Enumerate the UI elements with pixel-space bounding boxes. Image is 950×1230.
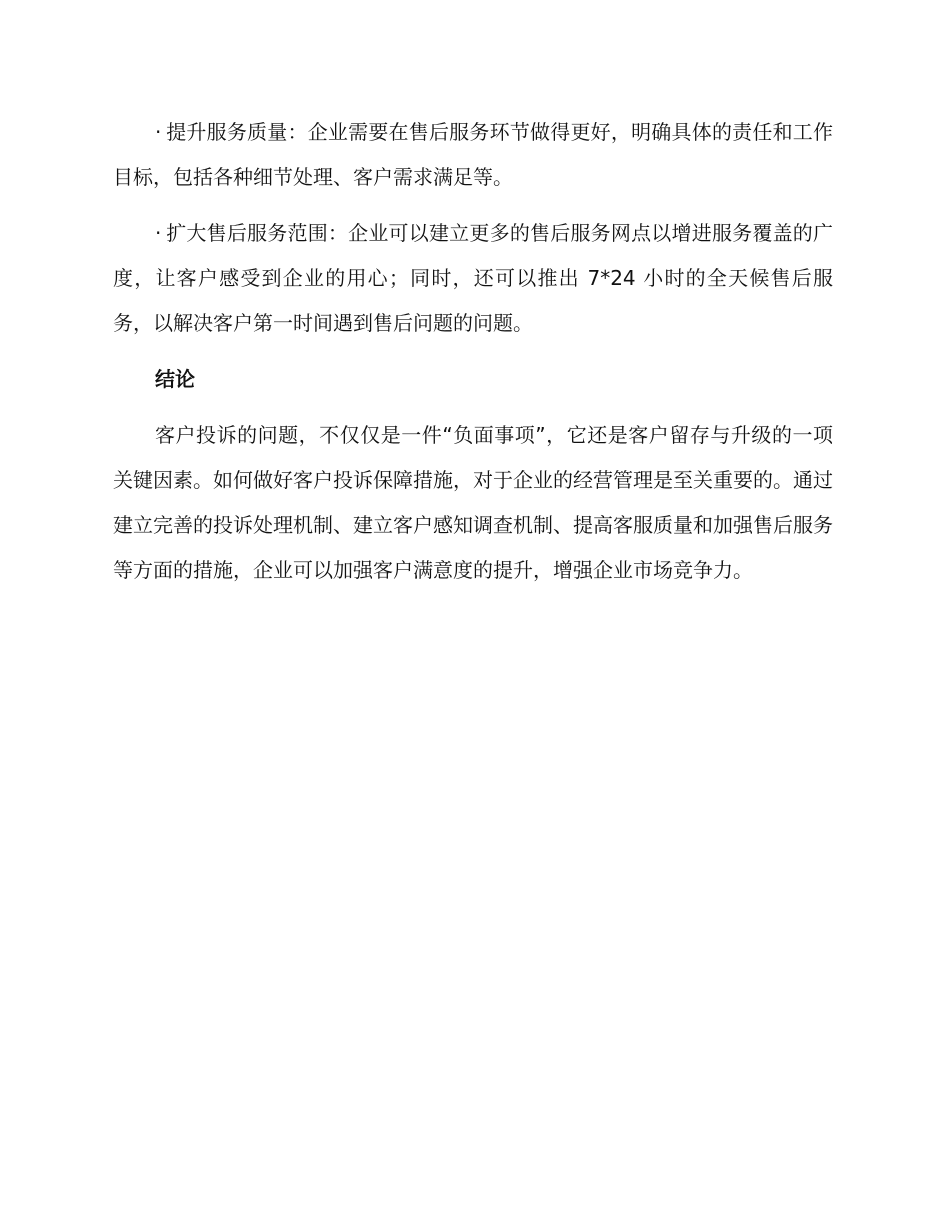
- conclusion-heading: 结论: [155, 367, 195, 391]
- bullet-text: 扩大售后服务范围：企业可以建立更多的售后服务网点以增进服务覆盖的广度，让客户感受到企业的用心；同时，还可以推出 7*24 小时的全天候售后服务，以解决客户第一时间遇到售后问题的问题。: [113, 221, 833, 335]
- conclusion-paragraph: 客户投诉的问题，不仅仅是一件“负面事项”，它还是客户留存与升级的一项关键因素。如何做好客户投诉保障措施，对于企业的经营管理是至关重要的。通过建立完善的投诉处理机制、建立客户感知调查机制、提高客服质量和加强售后服务等方面的措施，企业可以加强客户满意度的提升，增强企业市场竞争力。: [113, 423, 833, 582]
- bullet-mark: ·: [155, 221, 162, 245]
- bullet-text: 提升服务质量：企业需要在售后服务环节做得更好，明确具体的责任和工作目标，包括各种细节处理、客户需求满足等。: [113, 120, 833, 189]
- bullet-paragraph-service-scope: [113, 211, 833, 346]
- document-page: [113, 110, 833, 593]
- bullet-mark: ·: [155, 120, 162, 144]
- bullet-paragraph-service-quality: [113, 110, 833, 200]
